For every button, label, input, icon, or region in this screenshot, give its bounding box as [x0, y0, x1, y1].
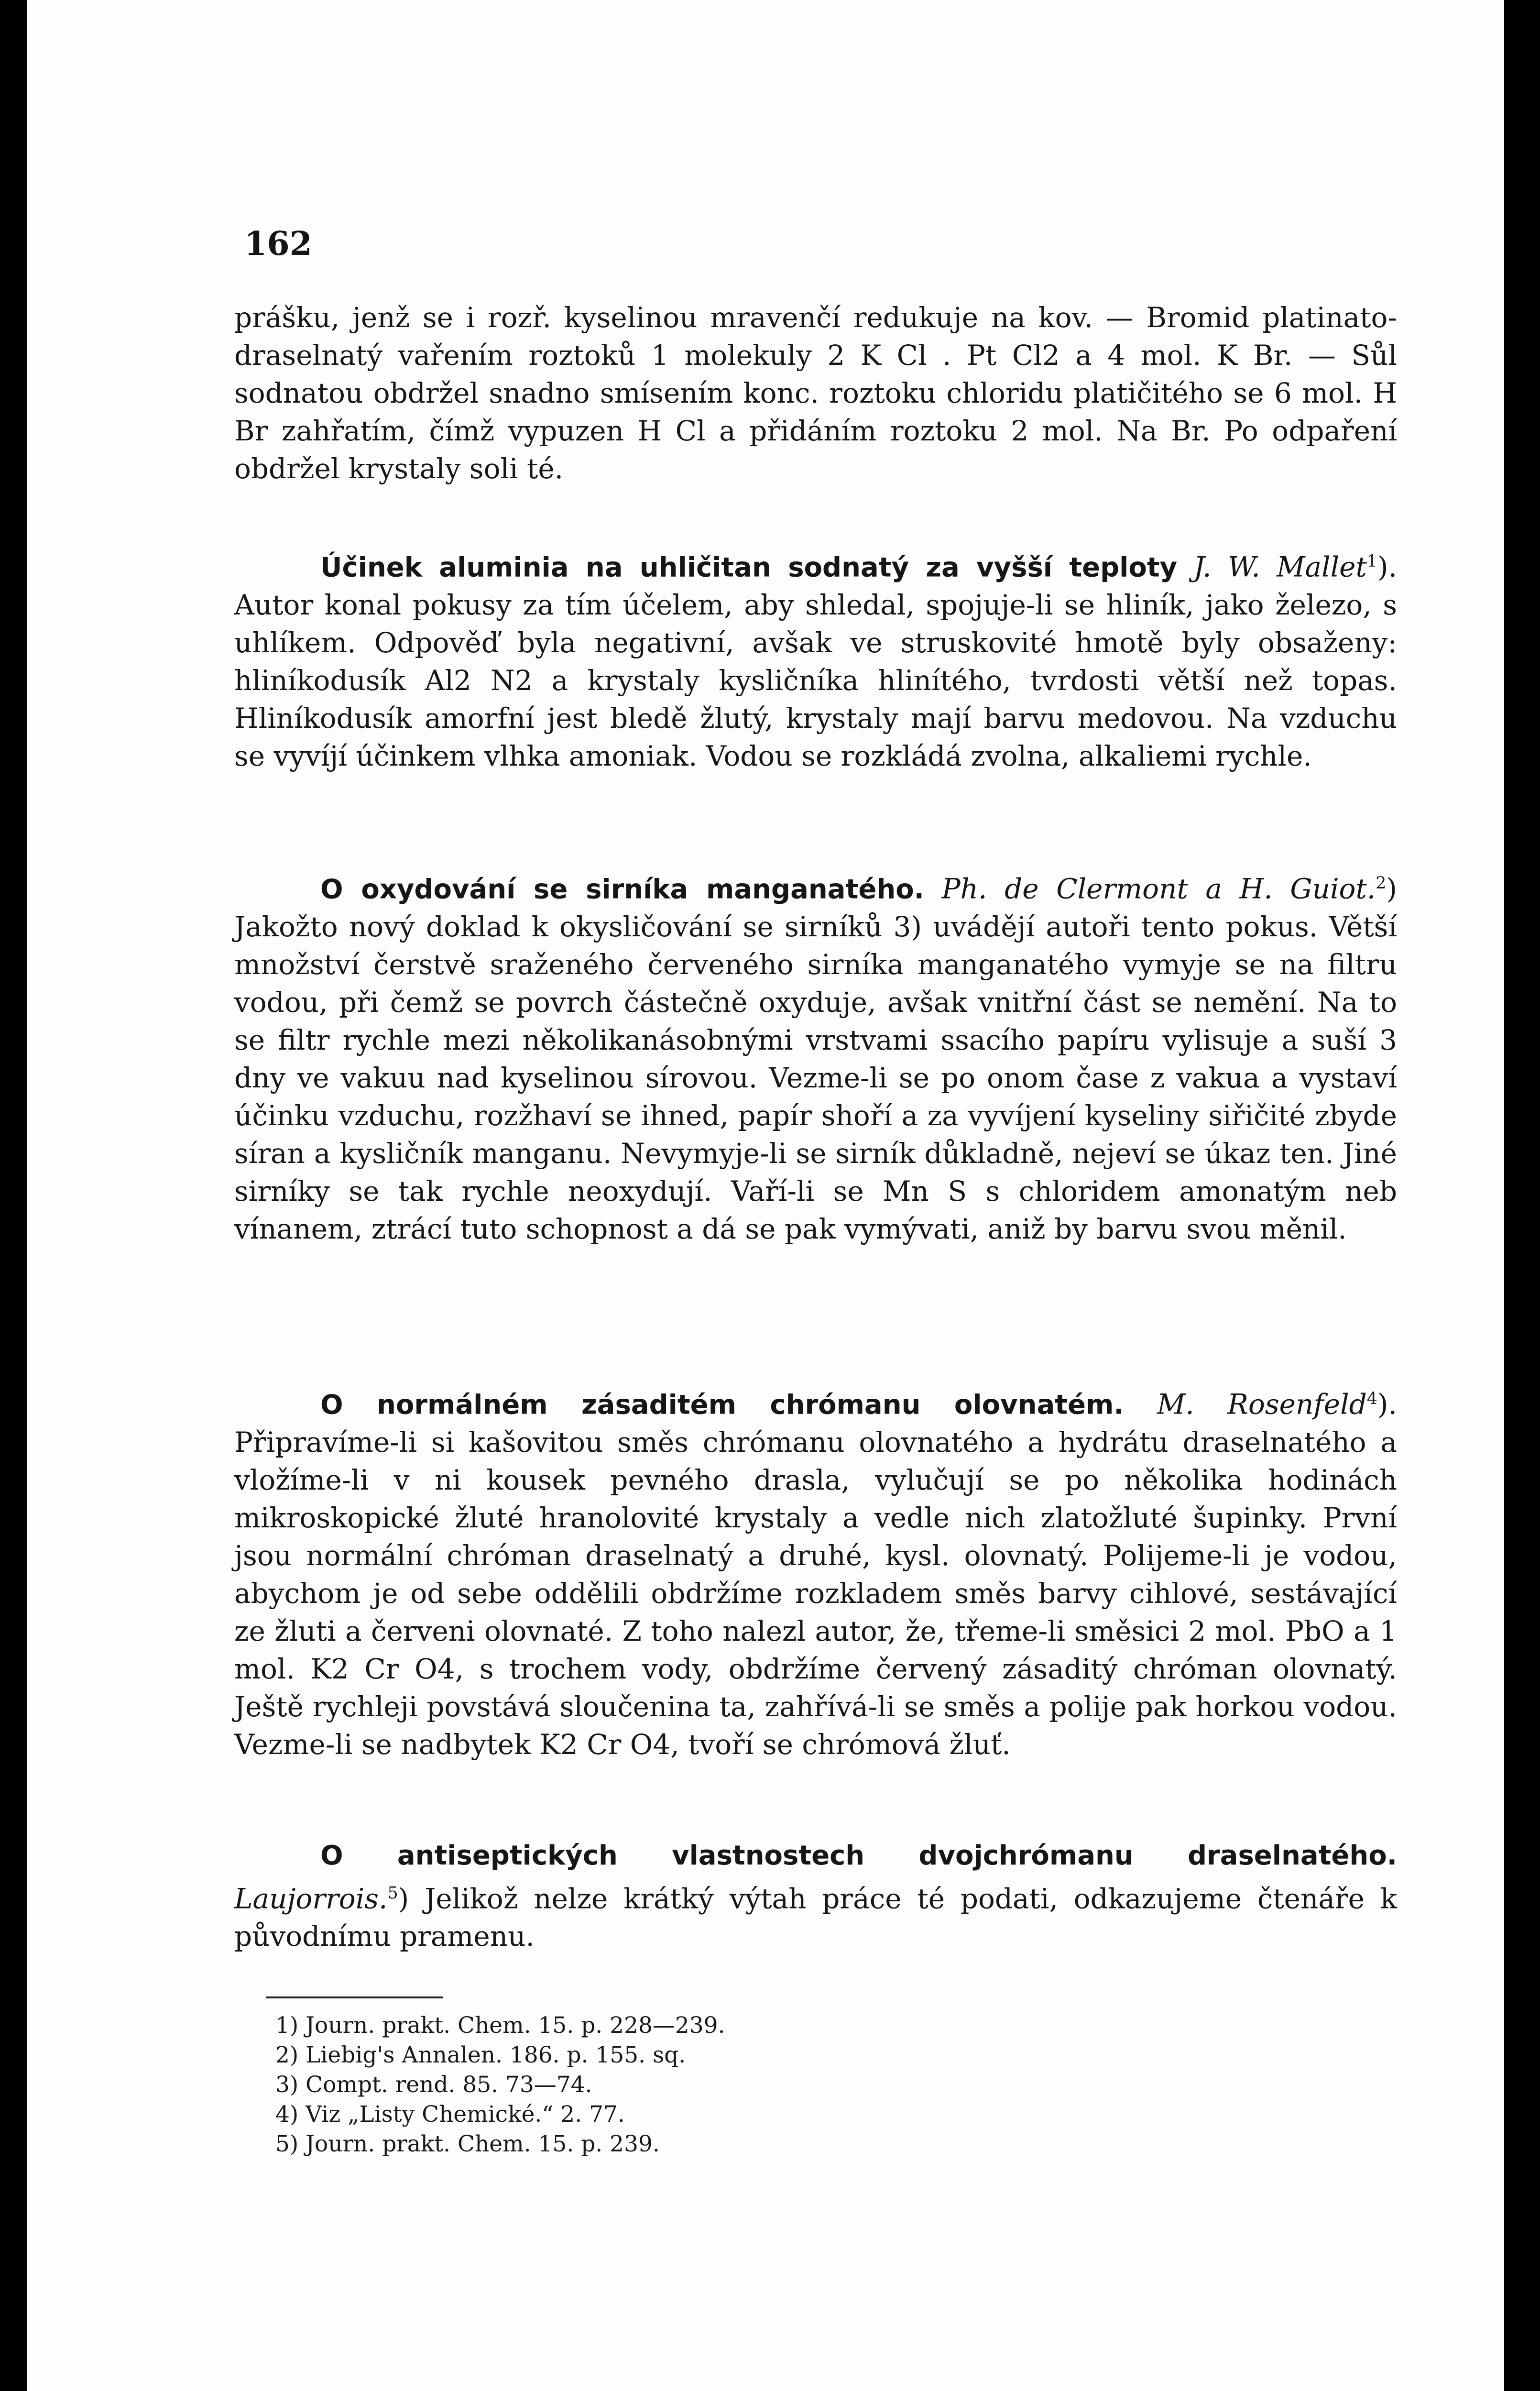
article-manganese: O oxydování se sirníka manganatého. Ph. de Clermont a H. Guiot.$^2$) Jakožto nový doklad k okysličování se sirníků 3) uvádějí autoři tento pokus. Větší množství čerstvě sraženého červeného sirníka manganatého vymyje se na filtru vodou, při čemž se povrch částečně oxyduje, avšak vnitřní část se nemění. Na to se filtr rychle mezi několikanásobnými vrstvami ssacího papíru vylisuje a suší 3 dny ve vakuu nad kyselinou sírovou. Vezme-li se po onom čase z vakua a vystaví účinku vzduchu, rozžhaví se ihned, papír shoří a za vyvíjení kyseliny siřičité zbyde síran a kysličník manganu. Nevymyje-li se sirník důkladně, nejeví se úkaz ten. Jiné sirníky se tak rychle neoxydují. Vaří-li se Mn S s chloridem amonatým neb vínanem, ztrácí tuto schopnost a dá se pak vymývati, aniž by barvu svou měnil.	[234, 872, 1397, 1246]
footnote: 1) Journ. prakt. Chem. 15. p. 228—239.	[275, 2012, 725, 2039]
article-title: O normálném zásaditém chrómanu olovnatém.	[320, 1389, 1124, 1421]
footnote-ref: 4	[1366, 1389, 1377, 1408]
continued-paragraph	[234, 299, 1397, 488]
article-chromate: O normálném zásaditém chrómanu olovnatém. M. Rosenfeld$^4$). Připravíme-li si kašovitou směs chrómanu olovnatého a hydrátu draselnatého a vložíme-li v ni kousek pevného drasla, vylučují se po několika hodinách mikroskopické žluté hranolovité krystaly a vedle nich zlatožluté šupinky. První jsou normální chróman draselnatý a druhé, kysl. olovnatý. Polijeme-li je vodou, abychom je od sebe oddělili obdržíme rozkladem směs barvy cihlové, sestávající ze žluti a červeni olovnaté. Z toho nalezl autor, že, třeme-li směsici 2 mol. PbO a 1 mol. K2 Cr O4, s trochem vody, obdržíme červený zásaditý chróman olovnatý. Ještě rychleji povstává sloučenina ta, zahřívá-li se směs a polije pak horkou vodou. Vezme-li se nadbytek K2 Cr O4, tvoří se chrómová žluť.	[234, 1388, 1397, 1761]
paragraph-text: prášku, jenž se i rozř. kyselinou mravenčí redukuje na kov. — Bromid platinato-draselnatý vařením roztoků 1 molekuly 2 K Cl . Pt Cl2 a 4 mol. K Br. — Sůl sodnatou obdržel snadno smísením konc. roztoku chloridu platičitého se 6 mol. H Br zahřatím, čímž vypuzen H Cl a přidáním roztoku 2 mol. Na Br. Po odpaření obdržel krystaly soli té.	[234, 301, 1397, 485]
article-authors: Laujorrois.	[234, 1882, 388, 1915]
article-body: Jelikož nelze krátký výtah práce té podati, odkazujeme čtenáře k původnímu pramenu.	[234, 1882, 1397, 1953]
article-body: Jakožto nový doklad k okysličování se sirníků 3) uvádějí autoři tento pokus. Větší množství čerstvě sraženého červeného sirníka manganatého vymyje se na filtru vodou, při čemž se povrch částečně oxyduje, avšak vnitřní část se nemění. Na to se filtr rychle mezi několikanásobnými vrstvami ssacího papíru vylisuje a suší 3 dny ve vakuu nad kyselinou sírovou. Vezme-li se po onom čase z vakua a vystaví účinku vzduchu, rozžhaví se ihned, papír shoří a za vyvíjení kyseliny siřičité zbyde síran a kysličník manganu. Nevymyje-li se sirník důkladně, nejeví se úkaz ten. Jiné sirníky se tak rychle neoxydují. Vaří-li se Mn S s chloridem amonatým neb vínanem, ztrácí tuto schopnost a dá se pak vymývati, aniž by barvu svou měnil.	[234, 910, 1397, 1246]
footnote-separator	[266, 1996, 443, 1998]
footnote-ref: 1	[1366, 552, 1377, 571]
document-page	[27, 0, 1504, 2391]
footnotes	[275, 2011, 725, 2159]
article-authors: M. Rosenfeld	[1157, 1388, 1367, 1421]
footnote: 4) Viz „Listy Chemické.“ 2. 77.	[275, 2101, 625, 2128]
article-authors: J. W. Mallet	[1193, 550, 1367, 583]
article-title: O antiseptických vlastnostech dvojchrómanu draselnatého.	[320, 1840, 1397, 1871]
article-title: O oxydování se sirníka manganatého.	[320, 874, 924, 905]
article-title: Účinek aluminia na uhličitan sodnatý za vyšší teploty	[320, 552, 1178, 583]
article-authors: Ph. de Clermont a H. Guiot.	[941, 872, 1376, 905]
page-number: 162	[244, 225, 312, 263]
article-dichromate: O antiseptických vlastnostech dvojchrómanu draselnatého. Laujorrois.$^5$) Jelikož nelze krátký výtah práce té podati, odkazujeme čtenáře k původnímu pramenu.	[234, 1840, 1397, 1953]
article-aluminium: Účinek aluminia na uhličitan sodnatý za vyšší teploty J. W. Mallet$^1$). Autor konal pokusy za tím účelem, aby shledal, spojuje-li se hliník, jako železo, s uhlíkem. Odpověď byla negativní, avšak ve struskovité hmotě byly obsaženy: hliníkodusík Al2 N2 a krystaly kysličníka hlinítého, tvrdosti větší než topas. Hliníkodusík amorfní jest bledě žlutý, krystaly mají barvu medovou. Na vzduchu se vyvíjí účinkem vlhka amoniak. Vodou se rozkládá zvolna, alkaliemi rychle.	[234, 550, 1398, 773]
article-body: Autor konal pokusy za tím účelem, aby shledal, spojuje-li se hliník, jako železo, s uhlíkem. Odpověď byla negativní, avšak ve struskovité hmotě byly obsaženy: hliníkodusík Al2 N2 a krystaly kysličníka hlinítého, tvrdosti větší než topas. Hliníkodusík amorfní jest bledě žlutý, krystaly mají barvu medovou. Na vzduchu se vyvíjí účinkem vlhka amoniak. Vodou se rozkládá zvolna, alkaliemi rychle.	[234, 589, 1397, 773]
article-body: Připravíme-li si kašovitou směs chrómanu olovnatého a hydrátu draselnatého a vložíme-li v ni kousek pevného drasla, vylučují se po několika hodinách mikroskopické žluté hranolovité krystaly a vedle nich zlatožluté šupinky. První jsou normální chróman draselnatý a druhé, kysl. olovnatý. Polijeme-li je vodou, abychom je od sebe oddělili obdržíme rozkladem směs barvy cihlové, sestávající ze žluti a červeni olovnaté. Z toho nalezl autor, že, třeme-li směsici 2 mol. PbO a 1 mol. K2 Cr O4, s trochem vody, obdržíme červený zásaditý chróman olovnatý. Ještě rychleji povstává sloučenina ta, zahřívá-li se směs a polije pak horkou vodou. Vezme-li se nadbytek K2 Cr O4, tvoří se chrómová žluť.	[234, 1426, 1397, 1761]
footnote: 3) Compt. rend. 85. 73—74.	[275, 2072, 592, 2098]
footnote-ref: 2	[1376, 874, 1387, 893]
footnote-ref: 5	[387, 1884, 398, 1903]
footnote: 2) Liebig's Annalen. 186. p. 155. sq.	[275, 2042, 686, 2068]
footnote: 5) Journ. prakt. Chem. 15. p. 239.	[275, 2131, 660, 2157]
